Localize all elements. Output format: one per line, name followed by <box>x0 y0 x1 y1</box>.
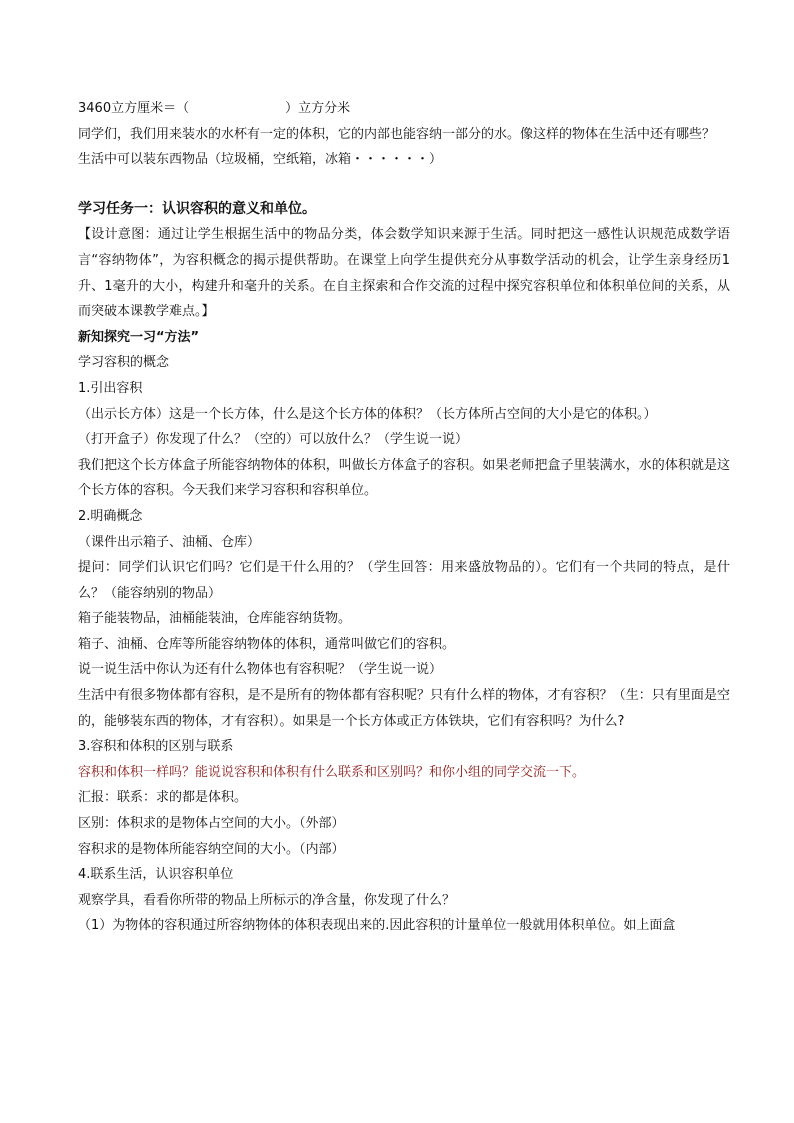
intro-question: 同学们，我们用来装水的水杯有一定的体积，它的内部也能容纳一部分的水。像这样的物体在生活中还有哪些？ <box>78 126 716 142</box>
step-1-paragraph: 我们把这个长方体盒子所能容纳物体的体积，叫做长方体盒子的容积。如果老师把盒子里装满水，水的体积就是这个长方体的容积。今天我们来学习容积和容积单位。 <box>78 457 730 499</box>
step-3-report: 汇报：联系：求的都是体积。 <box>78 790 248 806</box>
exercise-text-after-blank: ）立方分米 <box>285 101 351 116</box>
step-3-prompt: 容积和体积一样吗？能说说容积和体积有什么联系和区别吗？和你小组的同学交流一下。 <box>78 764 586 780</box>
step-4-line-1: 观察学具，看看你所带的物品上所标示的净含量，你发现了什么？ <box>78 892 456 908</box>
subsection-title: 学习容积的概念 <box>78 355 170 371</box>
step-3-title: 3.容积和体积的区别与联系 <box>78 739 234 755</box>
step-1-title: 1.引出容积 <box>78 380 143 396</box>
step-3-difference-1: 区别：体积求的是物体占空间的大小。（外部） <box>78 816 345 832</box>
step-2-line-1: （课件出示箱子、油桶、仓库） <box>78 534 261 550</box>
document-body <box>78 96 730 939</box>
task-heading: 学习任务一：认识容积的意义和单位。 <box>78 200 316 217</box>
section-title: 新知探究一习“方法” <box>78 329 200 345</box>
step-2-line-2: 箱子能装物品，油桶能装油，仓库能容纳货物。 <box>78 611 352 627</box>
intro-answer: 生活中可以装东西物品（垃圾桶，空纸箱，冰箱・・・・・・） <box>78 152 443 168</box>
step-2-question: 提问：同学们认识它们吗？它们是干什么用的？（学生回答：用来盛放物品的）。它们有一个共同的特点，是什么？（能容纳别的物品） <box>78 560 730 601</box>
step-1-line-1: （出示长方体）这是一个长方体，什么是这个长方体的体积？（长方体所占空间的大小是它的体积。） <box>78 406 657 422</box>
step-2-definition: 箱子、油桶、仓库等所能容纳物体的体积，通常叫做它们的容积。 <box>78 636 456 652</box>
step-1-line-2: （打开盒子）你发现了什么？（空的）可以放什么？（学生说一说） <box>78 432 469 448</box>
step-2-line-3: 说一说生活中你认为还有什么物体也有容积呢？（学生说一说） <box>78 662 443 678</box>
step-3-difference-2: 容积求的是物体所能容纳空间的大小。（内部） <box>78 841 345 857</box>
step-2-paragraph: 生活中有很多物体都有容积，是不是所有的物体都有容积呢？只有什么样的物体，才有容积？（生：只有里面是空的，能够装东西的物体，才有容积）。如果是一个长方体或正方体铁块，它们有容积吗？为什么? <box>78 688 730 729</box>
exercise-line <box>78 96 730 122</box>
exercise-text-before-blank: 3460立方厘米＝（ <box>78 101 190 116</box>
design-intent: 【设计意图：通过让学生根据生活中的物品分类，体会数学知识来源于生活。同时把这一感性认识规范成数学语言“容纳物体”，为容积概念的揭示提供帮助。在课堂上向学生提供充分从事数学活动的机会，让学生亲身经历1升、1毫升的大小，构建升和毫升的关系。在自主探索和合作交流的过程中探究容积单位和体积单位间的关系，从而突破本课教学难点。】 <box>78 227 730 320</box>
step-4-title: 4.联系生活，认识容积单位 <box>78 867 234 883</box>
step-4-line-2: （1）为物体的容积通过所容纳物体的体积表现出来的.因此容积的计量单位一般就用体积单位。如上面盒 <box>78 918 676 934</box>
spacer <box>78 173 730 197</box>
step-2-title: 2.明确概念 <box>78 508 143 524</box>
